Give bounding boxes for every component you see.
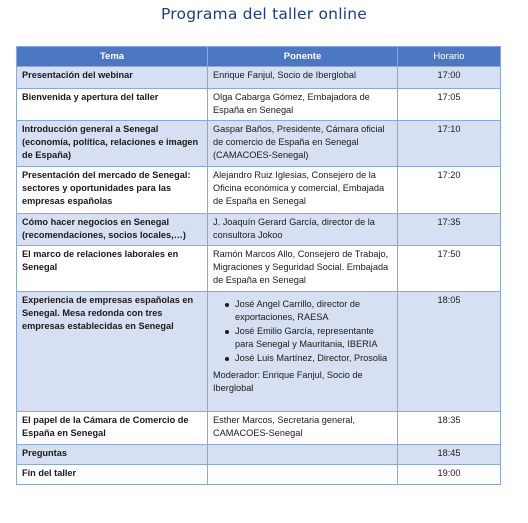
row-hora: 17:00 bbox=[398, 67, 501, 89]
table-row bbox=[17, 412, 501, 445]
row-hora: 18:35 bbox=[398, 412, 501, 445]
row-tema: Fin del taller bbox=[17, 465, 208, 485]
row-tema: Bienvenida y apertura del taller bbox=[17, 89, 208, 121]
list-item: José Emilio García, representante para Senegal y Mauritania, IBERIA bbox=[225, 325, 392, 351]
agenda-table bbox=[16, 46, 501, 485]
row-hora: 17:20 bbox=[398, 167, 501, 214]
table-row bbox=[17, 67, 501, 89]
header-ponente: Ponente bbox=[208, 47, 398, 67]
row-ponente bbox=[208, 465, 398, 485]
row-hora: 17:10 bbox=[398, 121, 501, 167]
row-ponente: Enrique Fanjul, Socio de Iberglobal bbox=[208, 67, 398, 89]
table-row bbox=[17, 445, 501, 465]
row-ponente bbox=[208, 445, 398, 465]
row-tema: Preguntas bbox=[17, 445, 208, 465]
row-ponente: Gaspar Baños, Presidente, Cámara oficial de comercio de España en Senegal (CAMACOES-Senegal) bbox=[208, 121, 398, 167]
row-tema: Introducción general a Senegal (economía, política, relaciones e imagen de España) bbox=[17, 121, 208, 167]
row-tema: Presentación del mercado de Senegal: sectores y oportunidades para las empresas españolas bbox=[17, 167, 208, 214]
row-tema: El marco de relaciones laborales en Senegal bbox=[17, 246, 208, 292]
row-hora: 17:50 bbox=[398, 246, 501, 292]
page-title: Programa del taller online bbox=[161, 5, 367, 23]
row-ponente: J. Joaquín Gerard García, director de la consultora Jokoo bbox=[208, 214, 398, 246]
row-hora: 17:05 bbox=[398, 89, 501, 121]
list-item: José Angel Carrillo, director de exportaciones, RAESA bbox=[225, 298, 392, 324]
row-ponente: Ramón Marcos Allo, Consejero de Trabajo, Migraciones y Seguridad Social. Embajada de España en Senegal bbox=[208, 246, 398, 292]
table-row bbox=[17, 246, 501, 292]
table-header-row bbox=[17, 47, 501, 67]
row-tema: Experiencia de empresas españolas en Senegal. Mesa redonda con tres empresas establecidas en Senegal bbox=[17, 292, 208, 412]
table-row bbox=[17, 214, 501, 246]
row-hora: 18:05 bbox=[398, 292, 501, 412]
row-ponente: Alejandro Ruiz Iglesias, Consejero de la Oficina económica y comercial, Embajada de España en Senegal bbox=[208, 167, 398, 214]
row-tema: El papel de la Cámara de Comercio de España en Senegal bbox=[17, 412, 208, 445]
table-row bbox=[17, 121, 501, 167]
header-tema: Tema bbox=[17, 47, 208, 67]
row-tema: Cómo hacer negocios en Senegal (recomendaciones, socios locales,…) bbox=[17, 214, 208, 246]
row-hora: 19:00 bbox=[398, 465, 501, 485]
table-row bbox=[17, 465, 501, 485]
row-tema: Presentación del webinar bbox=[17, 67, 208, 89]
row-ponente-panel bbox=[208, 292, 398, 412]
list-item: José Luis Martínez, Director, Prosolia bbox=[225, 352, 392, 365]
table-row bbox=[17, 292, 501, 412]
header-horario: Horario bbox=[398, 47, 501, 67]
speaker-list bbox=[213, 298, 392, 365]
row-ponente: Olga Cabarga Gómez, Embajadora de España en Senegal bbox=[208, 89, 398, 121]
row-hora: 17:35 bbox=[398, 214, 501, 246]
row-hora: 18:45 bbox=[398, 445, 501, 465]
row-ponente: Esther Marcos, Secretaria general, CAMACOES-Senegal bbox=[208, 412, 398, 445]
table-row bbox=[17, 89, 501, 121]
moderator-text: Moderador: Enrique Fanjul, Socio de Iberglobal bbox=[213, 370, 363, 393]
table-row bbox=[17, 167, 501, 214]
